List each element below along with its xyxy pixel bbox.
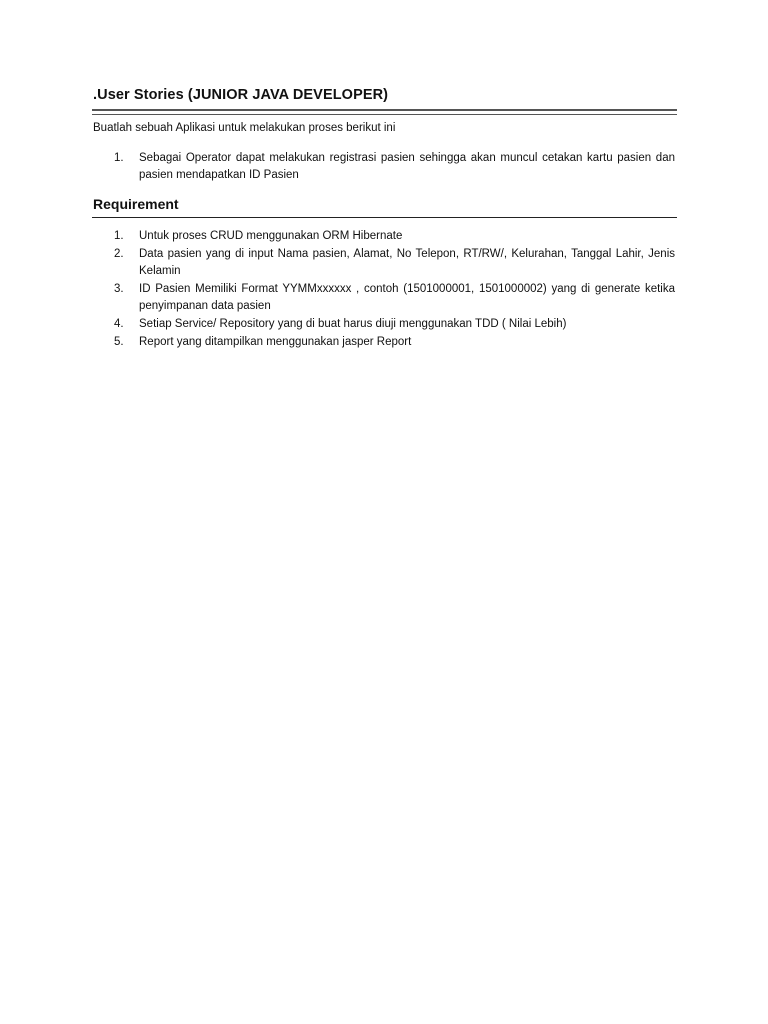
document-title: .User Stories (JUNIOR JAVA DEVELOPER) (93, 87, 389, 103)
user-stories-list (114, 150, 675, 185)
list-item (114, 334, 675, 351)
requirements-list (114, 228, 675, 352)
list-item-text: ID Pasien Memiliki Format YYMMxxxxxx , contoh (1501000001, 1501000002) yang di generate ketika penyimpanan data pasien (139, 283, 675, 312)
list-item-text: Data pasien yang di input Nama pasien, Alamat, No Telepon, RT/RW/, Kelurahan, Tanggal Lahir, Jenis Kelamin (139, 248, 675, 277)
intro-paragraph: Buatlah sebuah Aplikasi untuk melakukan proses berikut ini (93, 122, 396, 134)
requirement-divider (92, 217, 677, 218)
list-item-text: Setiap Service/ Repository yang di buat harus diuji menggunakan TDD ( Nilai Lebih) (139, 318, 567, 330)
list-item (114, 228, 675, 245)
list-item (114, 246, 675, 280)
title-divider (92, 109, 677, 115)
list-item-text: Report yang ditampilkan menggunakan jasper Report (139, 336, 412, 348)
list-item (114, 316, 675, 333)
list-item-number: 4. (114, 318, 124, 330)
list-item-number: 2. (114, 248, 124, 260)
list-item (114, 281, 675, 315)
list-item (114, 150, 675, 184)
list-item-number: 5. (114, 336, 124, 348)
list-item-text: Sebagai Operator dapat melakukan registrasi pasien sehingga akan muncul cetakan kartu pasien dan pasien mendapatkan ID Pasien (139, 152, 675, 181)
requirement-heading: Requirement (93, 196, 179, 212)
list-item-text: Untuk proses CRUD menggunakan ORM Hibernate (139, 230, 403, 242)
list-item-number: 1. (114, 230, 124, 242)
list-item-number: 1. (114, 152, 124, 164)
list-item-number: 3. (114, 283, 124, 295)
